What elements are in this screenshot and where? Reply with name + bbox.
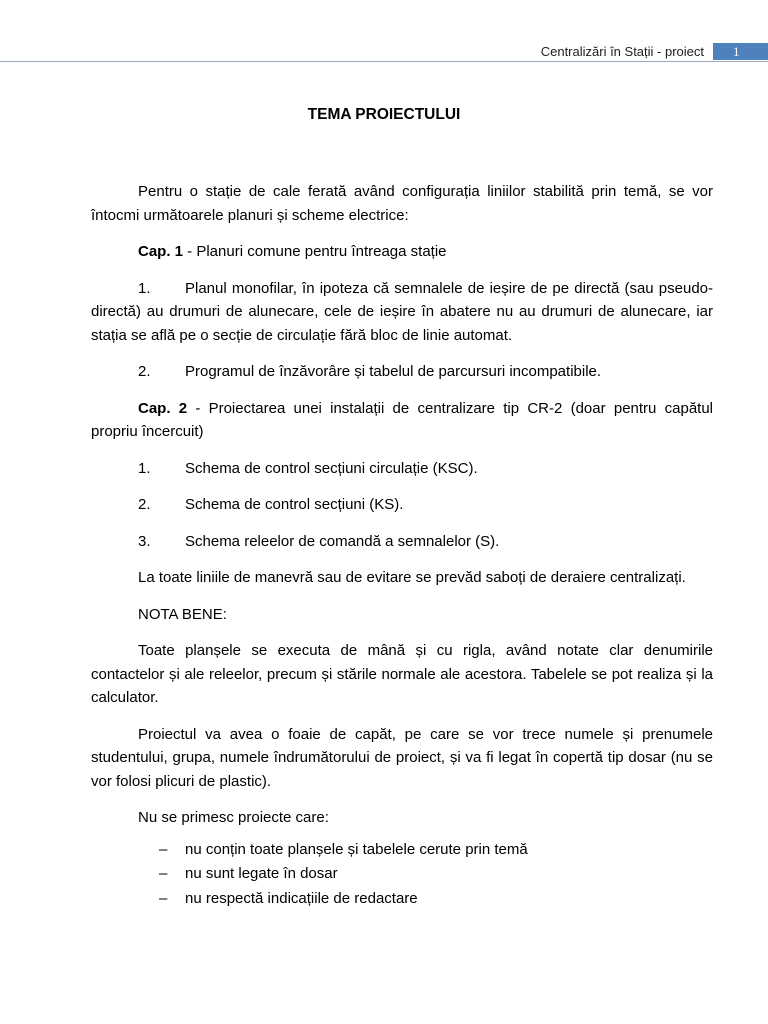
chapter-1-label: Cap. 1 — [138, 243, 184, 260]
chapter-1-item — [91, 277, 713, 348]
item-number: 1. — [138, 279, 151, 297]
item-text: Schema de control secțiuni circulație (KSC). — [185, 459, 478, 477]
list-item — [91, 887, 713, 912]
item-text: Planul monofilar, în ipoteza că semnalele de ieșire de pe directă (sau pseudo-directă) au drumuri de alunecare, cele de ieșire în abatere nu au drumuri de alunecare, iar stația se află pe o secție de circulație fără bloc de linie automat. — [91, 279, 713, 344]
derailers-paragraph: La toate liniile de manevră sau de evitare se prevăd saboți de deraiere centralizați. — [138, 569, 686, 586]
item-number: 2. — [138, 496, 151, 513]
chapter-1-heading — [91, 240, 713, 264]
page-header — [0, 41, 768, 63]
list-item-text: nu respectă indicațiile de redactare — [185, 889, 418, 907]
item-number: 1. — [138, 459, 151, 477]
chapter-2-label: Cap. 2 — [138, 399, 188, 417]
list-item — [91, 838, 713, 863]
chapter-1-text: - Planuri comune pentru întreaga stație — [183, 243, 447, 260]
chapter-2-item — [91, 530, 713, 554]
rejection-intro: Nu se primesc proiecte care: — [138, 809, 329, 826]
item-number: 2. — [138, 363, 151, 380]
item-text: Schema releelor de comandă a semnalelor (S). — [185, 532, 500, 550]
dash-bullet: – — [159, 865, 168, 882]
list-item-text: nu sunt legate în dosar — [185, 865, 338, 882]
dash-bullet: – — [159, 889, 168, 907]
chapter-2-text: - Proiectarea unei instalații de centralizare tip CR-2 (doar pentru capătul propriu încercuit) — [91, 399, 714, 440]
header-divider — [0, 61, 768, 62]
intro-paragraph: Pentru o stație de cale ferată având configurația liniilor stabilită prin temă, se vor întocmi următoarele planuri și scheme electrice: — [91, 183, 713, 224]
item-text: Schema de control secțiuni (KS). — [185, 496, 404, 513]
chapter-2-heading — [91, 397, 713, 444]
cover-page-paragraph: Proiectul va avea o foaie de capăt, pe care se vor trece numele și prenumele studentului, grupa, numele îndrumătorului de proiect, și va fi legat în copertă tip dosar (nu se vor folosi plicuri de plastic). — [91, 725, 713, 790]
chapter-2-item — [91, 457, 713, 481]
chapter-2-item — [91, 493, 713, 517]
chapter-1-item — [91, 360, 713, 384]
item-number: 3. — [138, 532, 151, 550]
item-text: Programul de înzăvorâre și tabelul de parcursuri incompatibile. — [185, 363, 602, 380]
dash-bullet: – — [159, 840, 168, 858]
document-title: TEMA PROIECTULUI — [307, 106, 461, 123]
drawings-paragraph: Toate planșele se executa de mână și cu rigla, având notate clar denumirile contactelor și ale releelor, precum și stările normale ale acestora. Tabelele se pot realiza și la calculator. — [91, 642, 713, 706]
list-item-text: nu conțin toate planșele și tabelele cerute prin temă — [185, 840, 528, 858]
nota-bene-label: NOTA BENE: — [138, 605, 227, 623]
header-title: Centralizări în Stații - proiect — [540, 44, 704, 59]
page-number-badge: 1 — [713, 43, 768, 60]
list-item — [91, 862, 713, 887]
rejection-list — [91, 838, 713, 912]
document-body — [91, 180, 713, 911]
